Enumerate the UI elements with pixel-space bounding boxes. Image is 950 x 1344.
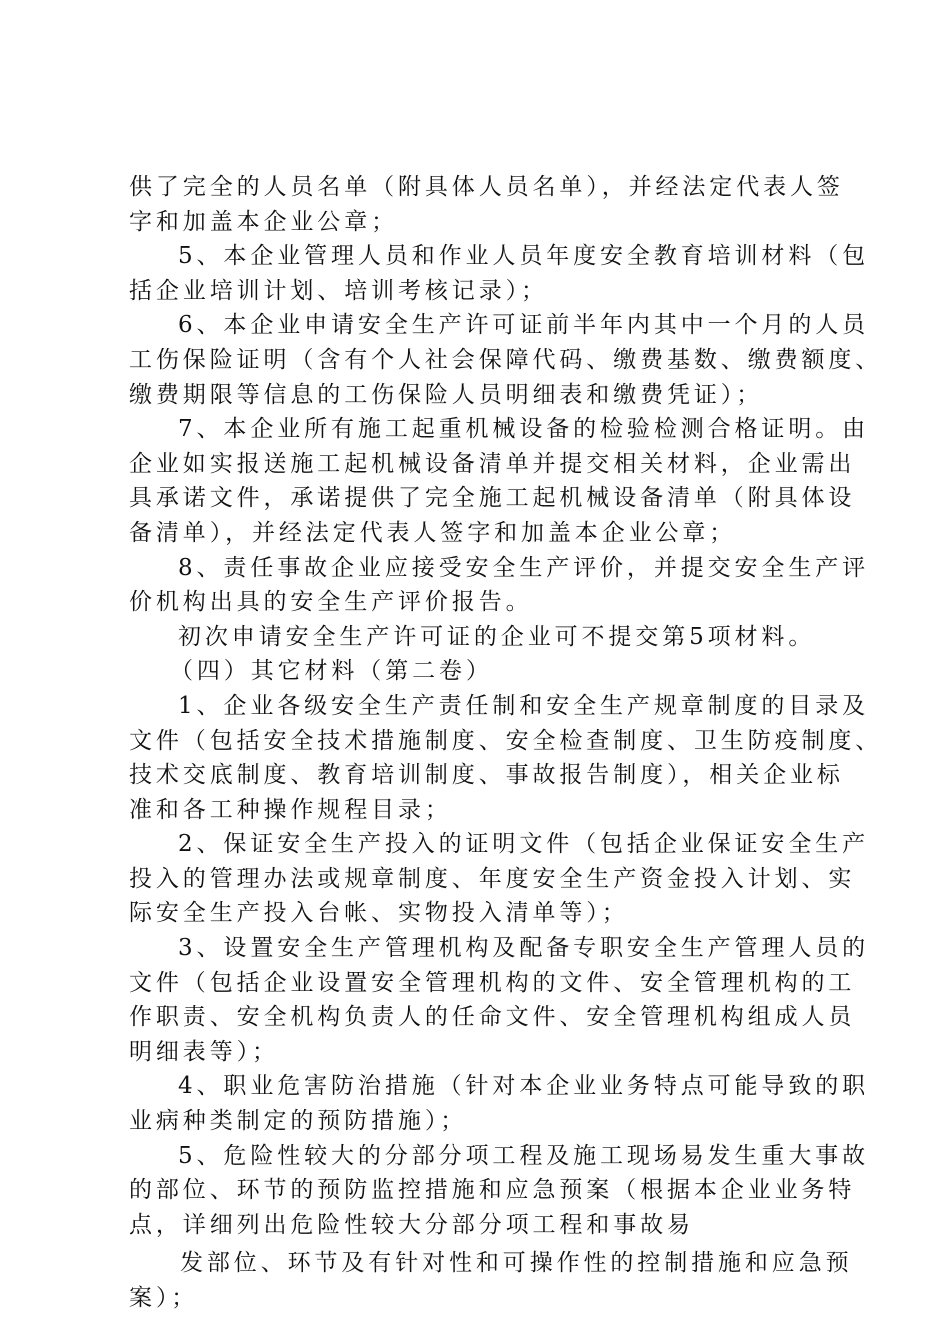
section-heading: （四）其它材料（第二卷） bbox=[170, 658, 493, 685]
text-line: 发部位、环节及有针对性和可操作性的控制措施和应急预 bbox=[180, 1250, 853, 1277]
text-line: 备清单），并经法定代表人签字和加盖本企业公章； bbox=[129, 519, 737, 546]
list-item-6: 6、本企业申请安全生产许可证前半年内其中一个月的人员 bbox=[178, 312, 870, 339]
text-line: 的部位、环节的预防监控措施和应急预案（根据本企业业务特 bbox=[129, 1177, 856, 1204]
text-line: 文件（包括企业设置安全管理机构的文件、安全管理机构的工 bbox=[129, 969, 856, 996]
note-paragraph: 初次申请安全生产许可证的企业可不提交第5项材料。 bbox=[178, 623, 816, 650]
text-line: 括企业培训计划、培训考核记录）； bbox=[129, 277, 548, 304]
text-line: 价机构出具的安全生产评价报告。 bbox=[129, 589, 533, 616]
list-item-5b: 5、危险性较大的分部分项工程及施工现场易发生重大事故 bbox=[178, 1142, 870, 1169]
text-line: 供了完全的人员名单（附具体人员名单），并经法定代表人签 bbox=[129, 174, 844, 200]
list-item-5: 5、本企业管理人员和作业人员年度安全教育培训材料（包 bbox=[178, 243, 870, 270]
text-line: 投入的管理办法或规章制度、年度安全生产资金投入计划、实 bbox=[129, 865, 856, 892]
list-item-4: 4、职业危害防治措施（针对本企业业务特点可能导致的职 bbox=[178, 1073, 870, 1100]
text-line: 业病种类制定的预防措施）； bbox=[129, 1108, 468, 1135]
text-line: 技术交底制度、教育培训制度、事故报告制度），相关企业标 bbox=[129, 762, 844, 789]
text-line: 案）； bbox=[129, 1285, 199, 1311]
text-line: 字和加盖本企业公章； bbox=[129, 208, 398, 235]
text-line: 工伤保险证明（含有个人社会保障代码、缴费基数、缴费额度、 bbox=[129, 346, 883, 373]
text-line: 明细表等）； bbox=[129, 1038, 279, 1065]
list-item-7: 7、本企业所有施工起重机械设备的检验检测合格证明。由 bbox=[178, 416, 870, 443]
list-item-1: 1、企业各级安全生产责任制和安全生产规章制度的目录及 bbox=[178, 692, 870, 719]
text-line: 文件（包括安全技术措施制度、安全检查制度、卫生防疫制度、 bbox=[129, 727, 883, 754]
text-line: 具承诺文件，承诺提供了完全施工起机械设备清单（附具体设 bbox=[129, 485, 856, 512]
text-line: 点，详细列出危险性较大分部分项工程和事故易 bbox=[129, 1211, 694, 1238]
text-line: 缴费期限等信息的工伤保险人员明细表和缴费凭证）； bbox=[129, 381, 764, 408]
text-line: 作职责、安全机构负责人的任命文件、安全管理机构组成人员 bbox=[129, 1004, 856, 1031]
list-item-3: 3、设置安全生产管理机构及配备专职安全生产管理人员的 bbox=[178, 935, 870, 962]
document-body bbox=[129, 170, 883, 1316]
text-line: 准和各工种操作规程目录； bbox=[129, 796, 452, 823]
list-item-8: 8、责任事故企业应接受安全生产评价，并提交安全生产评 bbox=[178, 554, 870, 581]
text-line: 际安全生产投入台帐、实物投入清单等）； bbox=[129, 900, 629, 927]
text-line: 企业如实报送施工起机械设备清单并提交相关材料，企业需出 bbox=[129, 450, 856, 477]
list-item-2: 2、保证安全生产投入的证明文件（包括企业保证安全生产 bbox=[178, 831, 870, 858]
